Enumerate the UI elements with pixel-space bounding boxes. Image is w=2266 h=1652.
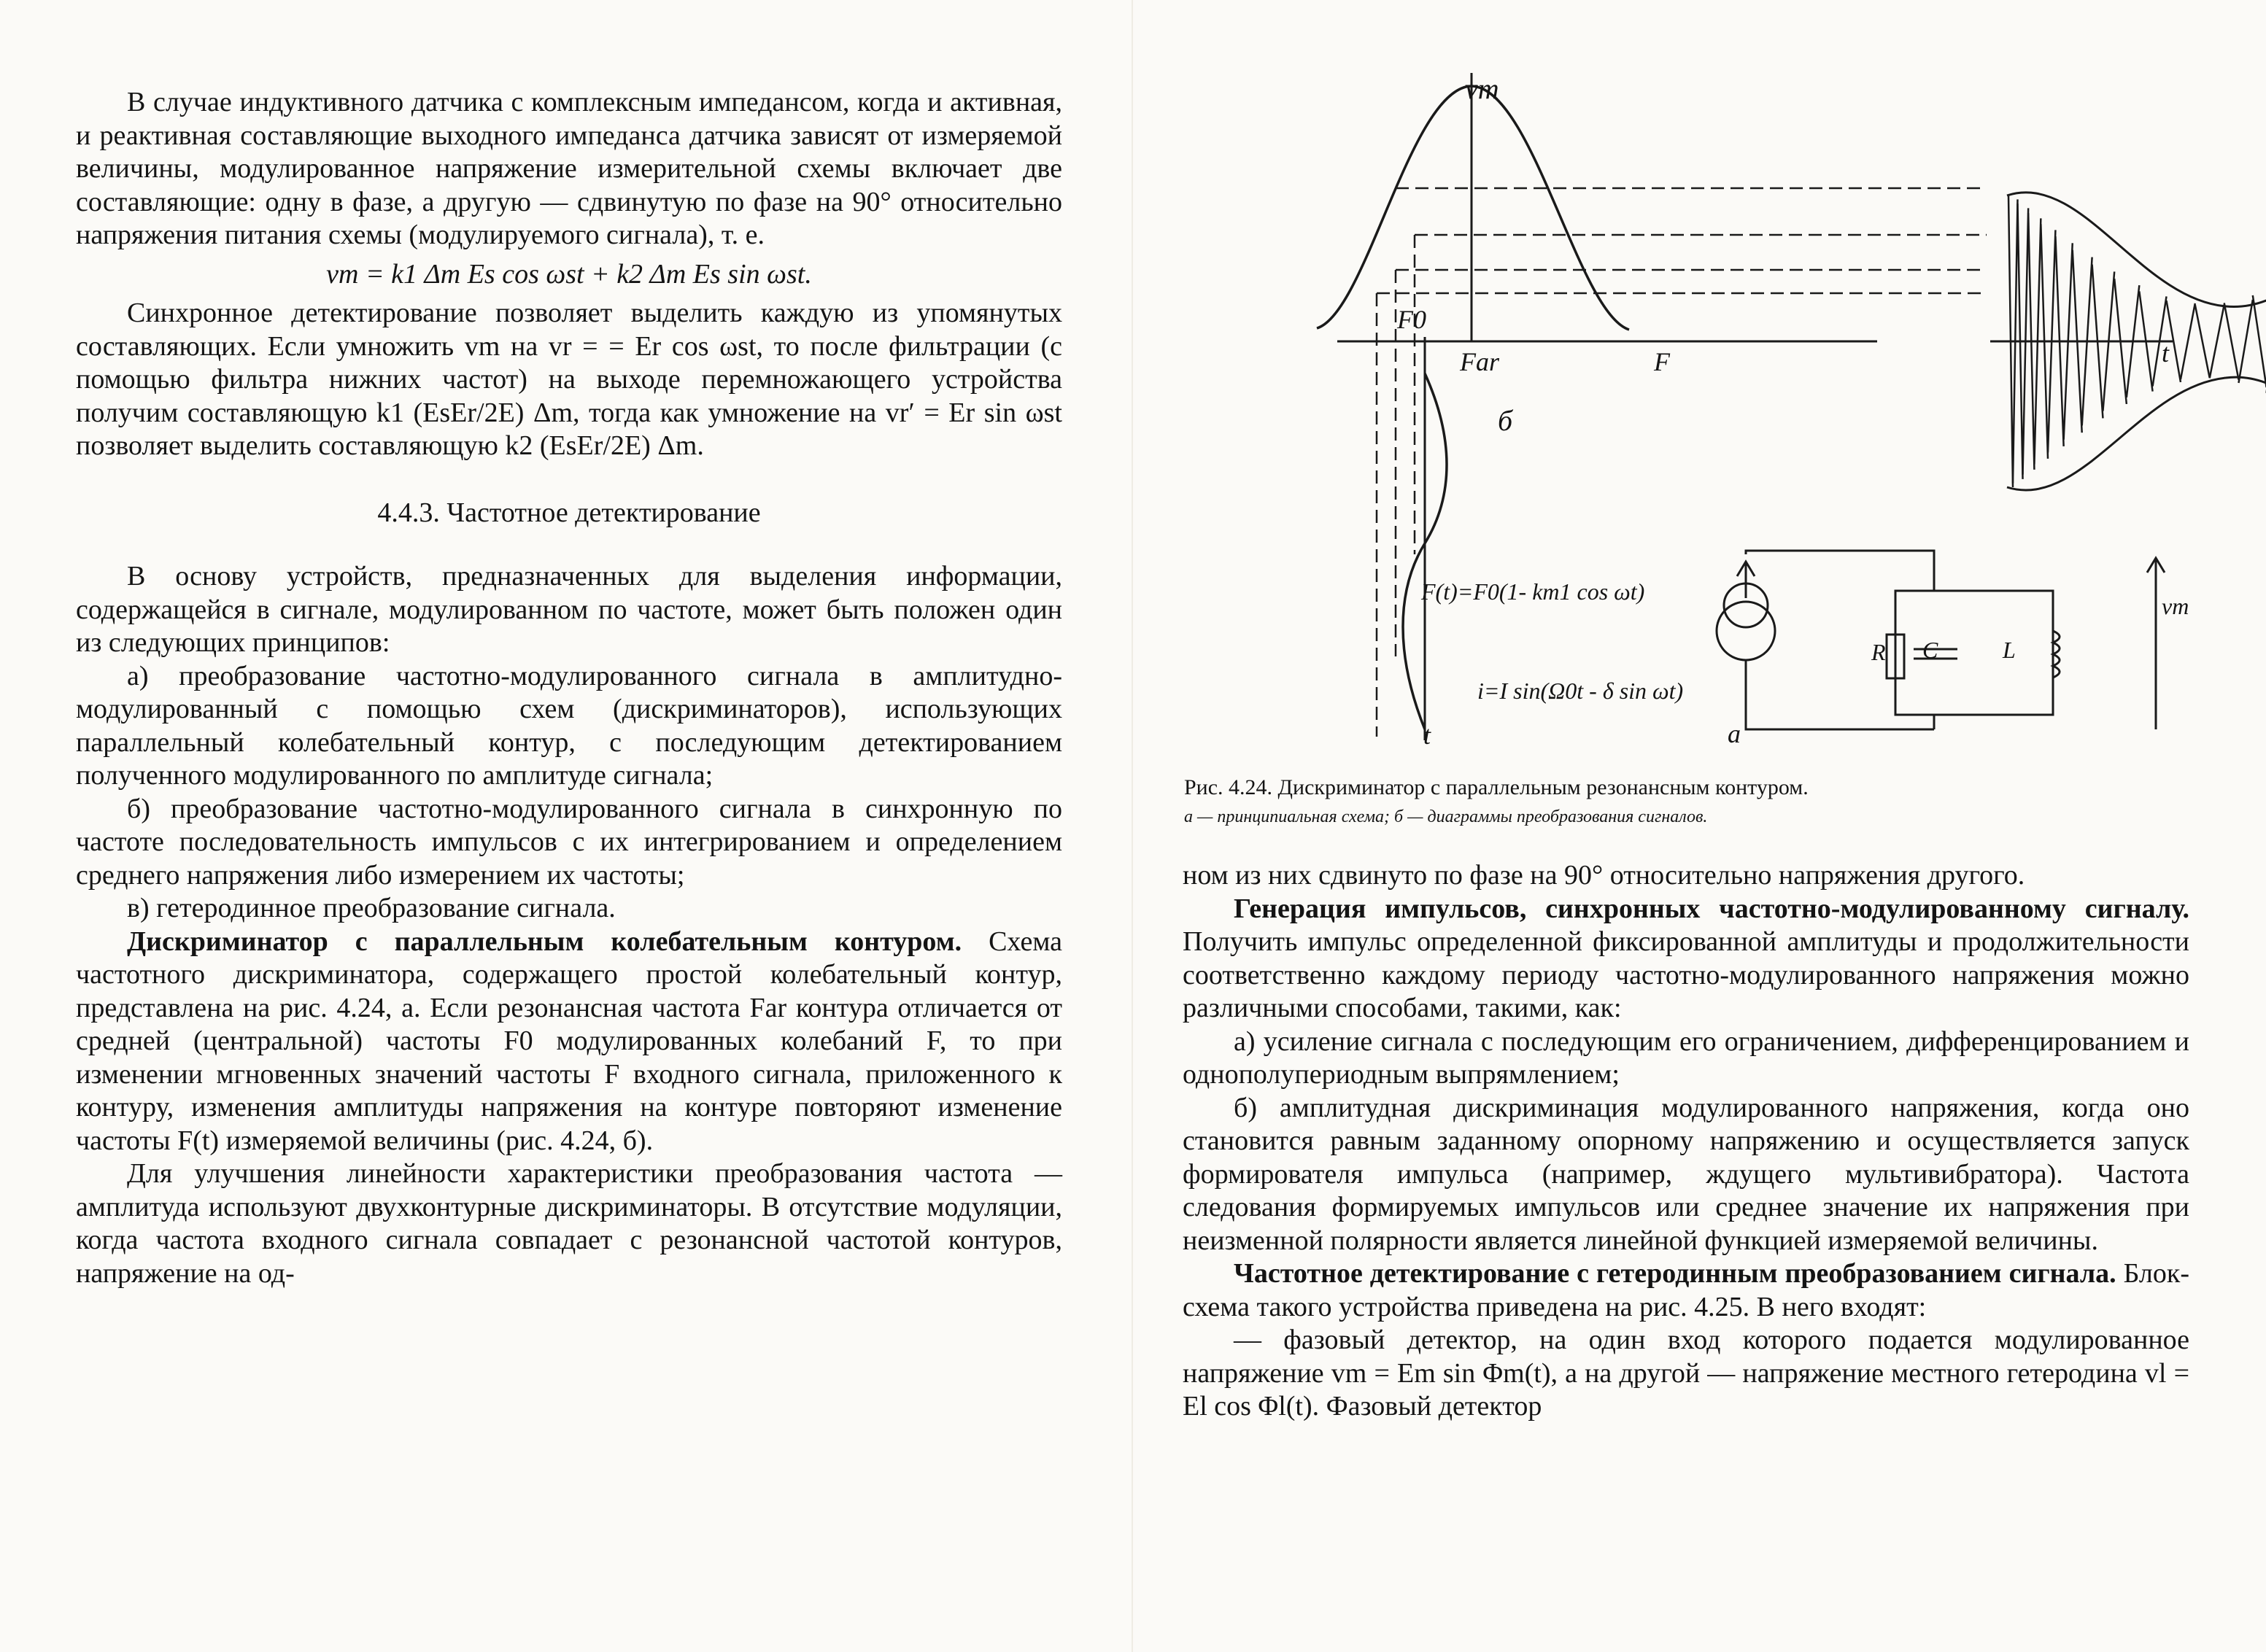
- formula-vm: vm = k1 Δm Es cos ωst + k2 Δm Es sin ωst.: [326, 258, 812, 290]
- paragraph-inductive-sensor: В случае индуктивного датчика с комплексным импедансом, когда и активная, и реактивная составляющие выходного импеданса датчика зависят от измеряемой величины, модулированное напряжение измерительной схемы включает две составляющие: одну в фазе, а другую — сдвинутую по фазе на 90° относительно напряжения питания схемы (модулируемого сигнала), т. е.: [76, 87, 1062, 250]
- carrier-stroke: [2238, 300, 2252, 383]
- label-f-axis: F: [1654, 347, 1670, 376]
- heterodyne-heading: Частотное детектирование с гетеродинным преобразованием сигнала.: [1234, 1258, 2116, 1289]
- label-a: а: [1728, 719, 1741, 748]
- caption-title: Рис. 4.24. Дискриминатор с параллельным резонансным контуром.: [1184, 775, 1809, 799]
- paragraph-fm-intro: В основу устройств, предназначенных для выделения информации, содержащейся в сигнале, модулированном по частоте, может быть положен один из следующих принципов:: [76, 561, 1062, 658]
- label-r: R: [1871, 639, 1886, 665]
- label-delta: б: [1498, 404, 1513, 437]
- label-ft-equation: F(t)=F0(1- km1 cos ωt): [1421, 578, 1645, 605]
- label-vm-right: vm: [2162, 593, 2189, 619]
- caption-subtitle: а — принципиальная схема; б — диаграммы преобразования сигналов.: [1184, 807, 1708, 826]
- label-l: L: [2003, 637, 2016, 663]
- carrier-stroke: [2224, 303, 2239, 379]
- label-vm-top: vm: [1465, 72, 1499, 105]
- label-c: C: [1922, 637, 1938, 663]
- pulse-item-b: б) амплитудная дискриминация модулированного напряжения, когда оно становится равным заданному опорному напряжению и осуществляется запуск формирователя импульса (например, ждущего мультивибратора). Частота следования формируемых импульсов или среднее значение их напряжения при неизменной полярности является линейной функцией измеряемой величины.: [1183, 1092, 2189, 1256]
- label-far: Far: [1460, 347, 1499, 376]
- carrier-stroke: [2210, 305, 2224, 379]
- paragraph-sync-detection: Синхронное детектирование позволяет выделить каждую из упомянутых составляющих. Если умножить vm на vr = = Er cos ωst, то после фильтрации (с помощью фильтра нижних частот) на выходе перемножающего устройства получим составляющую k1 (EsEr/2E) Δm, тогда как умножение на vr′ = Er sin ωst позволяет выделить составляющую k2 (EsEr/2E) Δm.: [76, 298, 1063, 461]
- wire-top-left: [1746, 551, 1934, 591]
- heterodyne-item: — фазовый детектор, на один вход которого подается модулированное напряжение vm = Em sin Φm(t), а на другой — напряжение местного гетеродина vl = El cos Φl(t). Фазовый детектор: [1183, 1325, 2189, 1422]
- right-page: [1133, 0, 2266, 1652]
- figure-caption: [1184, 773, 2205, 831]
- lc-tank-outline: [1895, 591, 2053, 715]
- heterodyne-text: Блок-схема такого устройства приведена на рис. 4.25. В него входят:: [1183, 1258, 2189, 1322]
- pulse-generation-text: Получить импульс определенной фиксированной амплитуды и продолжительности соответственно каждому периоду частотно-модулированного напряжения можно различными способами, такими, как:: [1183, 926, 2189, 1023]
- label-t-bottom: t: [1423, 721, 1431, 750]
- label-t-axis: t: [2162, 338, 2170, 368]
- left-text-block: [76, 86, 1062, 1290]
- carrier-stroke: [2253, 295, 2266, 387]
- list-item-a: а) преобразование частотно-модулированного сигнала в амплитудно-модулированный с помощью схем (дискриминаторов), использующих параллельный колебательный контур, с последующим детектированием полученного модулированного по амплитуде сигнала;: [76, 660, 1062, 791]
- pulse-item-a: а) усиление сигнала с последующим его ограничением, дифференцированием и однополупериодным выпрямлением;: [1183, 1025, 2189, 1090]
- list-item-c: в) гетеродинное преобразование сигнала.: [127, 893, 616, 923]
- carrier-stroke: [2195, 305, 2210, 378]
- label-f0: F0: [1397, 305, 1426, 334]
- label-i-equation: i=I sin(Ω0t - δ sin ωt): [1477, 678, 1684, 704]
- list-item-b: б) преобразование частотно-модулированного сигнала в синхронную по частоте последовательность импульсов с их интегрированием и определением среднего напряжения либо измерением их частоты;: [76, 793, 1062, 891]
- paragraph-continuation: ном из них сдвинуто по фазе на 90° относительно напряжения другого.: [1183, 860, 2025, 891]
- right-text-block: [1183, 859, 2189, 1424]
- paragraph-linearity: Для улучшения линейности характеристики преобразования частота — амплитуда используют двухконтурные дискриминаторы. В отсутствие модуляции, когда частота входного сигнала совпадает с резонансной частотой контуров, напряжение на од-: [76, 1158, 1062, 1289]
- discriminator-text: Схема частотного дискриминатора, содержащего простой колебательный контур, представлена на рис. 4.24, а. Если резонансная частота Far контура отличается от средней (центральной) частоты F0 модулированных колебаний F, то при изменении мгновенных значений частоты F входного сигнала, приложенного к контуру, изменения амплитуды напряжения на контуре повторяют изменение частоты F(t) измеряемой величины (рис. 4.24, б).: [76, 926, 1062, 1156]
- wire-bottom-left: [1746, 660, 1934, 729]
- discriminator-heading: Дискриминатор с параллельным колебательным контуром.: [127, 926, 962, 957]
- section-title: 4.4.3. Частотное детектирование: [377, 497, 761, 528]
- figure-4-24: [1133, 0, 2266, 795]
- carrier-stroke: [2181, 303, 2195, 379]
- envelope-top: [2007, 172, 2266, 307]
- pulse-generation-heading: Генерация импульсов, синхронных частотно-модулированному сигналу.: [1234, 893, 2189, 924]
